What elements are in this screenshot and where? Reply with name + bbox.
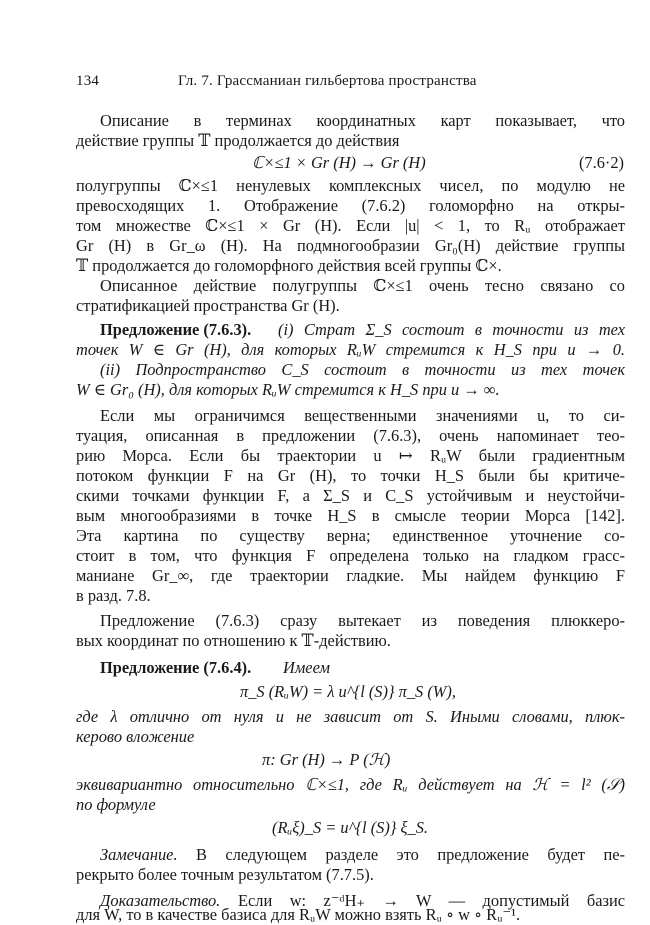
para5-line: Предложение (7.6.3) сразу вытекает из поведения плюккеро-: [100, 611, 625, 630]
para4-line: туация, описанная в предложении (7.6.3), очень напоминает тео-: [76, 426, 625, 445]
page-number: 134: [76, 73, 100, 89]
para4-line: рию Морса. Если бы траектории u ↦ RᵤW были градиентным: [76, 446, 625, 465]
remark-title: Замечание.: [100, 845, 178, 864]
para4-line: стоит в том, что функция F определена только на гладком грасс-: [76, 546, 625, 565]
proof-text: для W, то в качестве базиса для RᵤW можно взять Rᵤ ∘ w ∘ Rᵤ⁻¹.: [76, 905, 521, 924]
proposition-text: эквивариантно относительно ℂ×≤1, где Rᵤ действует на ℋ = l² (𝒮): [76, 775, 625, 794]
para2-line: том множестве ℂ×≤1 × Gr (H). Если |u| < 1, то Rᵤ отображает: [76, 216, 625, 235]
para3-line: стратификацией пространства Gr (H).: [76, 296, 340, 315]
para3-line: Описанное действие полугруппы ℂ×≤1 очень тесно связано со: [100, 276, 625, 295]
para2-line: превосходящих 1. Отображение (7.6.2) голоморфно на откры-: [76, 196, 625, 215]
para2-line: 𝕋 продолжается до голоморфного действия всей группы ℂ×.: [76, 256, 502, 275]
para1-line: Описание в терминах координатных карт показывает, что: [100, 111, 625, 130]
para4-line: Если мы ограничимся вещественными значениями u, то си-: [100, 406, 625, 425]
proposition-text: (ii) Подпространство C_S состоит в точности из тех точек: [100, 360, 625, 379]
proposition-text: W ∈ Gr₀ (H), для которых RᵤW стремится к H_S при u → ∞.: [76, 380, 500, 399]
proposition-text: по формуле: [76, 795, 156, 814]
proposition-text: (i) Страт Σ_S состоит в точности из тех: [278, 320, 625, 339]
para4-line: потоком функции F на Gr (H), то точки H_S были бы критиче-: [76, 466, 625, 485]
formula-action: (Rᵤξ)_S = u^{l (S)} ξ_S.: [272, 818, 428, 837]
para2-line: Gr (H) в Gr_ω (H). На подмногообразии Gr₀(H) действие группы: [76, 236, 625, 255]
para5-line: вых координат по отношению к 𝕋-действию.: [76, 631, 391, 650]
para2-line: полугруппы ℂ×≤1 ненулевых комплексных чисел, по модулю не: [76, 176, 625, 195]
para4-line: в разд. 7.8.: [76, 586, 151, 605]
remark-text: рекрыто более точным результатом (7.7.5).: [76, 865, 374, 884]
proposition-text: керово вложение: [76, 727, 195, 746]
proposition-text: где λ отлично от нуля и не зависит от S. Иными словами, плюк-: [76, 707, 625, 726]
para4-line: скими точками функции F, а Σ_S и C_S устойчивым и неустойчи-: [76, 486, 625, 505]
proposition-lead: Имеем: [283, 658, 330, 677]
proof-title: Доказательство.: [100, 891, 221, 910]
para4-line: Эта картина по существу верна; единственное уточнение со-: [76, 526, 625, 545]
para4-line: вым многообразиями в точке H_S в смысле теории Морса [142].: [76, 506, 625, 525]
formula-plucker-coordinates: π_S (RᵤW) = λ u^{l (S)} π_S (W),: [240, 682, 456, 701]
proposition-text: точек W ∈ Gr (H), для которых RᵤW стремится к H_S при u → 0.: [76, 340, 625, 359]
para1-line: действие группы 𝕋 продолжается до действия: [76, 131, 400, 150]
remark-text: В следующем разделе это предложение будет пе-: [196, 845, 625, 864]
para4-line: маниане Gr_∞, где траектории гладкие. Мы найдем функцию F: [76, 566, 625, 585]
equation-7-6-2: ℂ×≤1 × Gr (H) → Gr (H): [252, 153, 426, 172]
proposition-title: Предложение (7.6.4).: [100, 658, 252, 677]
proposition-title: Предложение (7.6.3).: [100, 320, 252, 339]
running-title: Гл. 7. Грассманиан гильбертова пространства: [178, 73, 477, 89]
proof-text: Если w: z⁻ᵈH₊ → W — допустимый базис: [238, 891, 625, 910]
equation-label: (7.6·2): [578, 153, 624, 172]
formula-plucker-embedding: π: Gr (H) → P (ℋ): [262, 750, 391, 769]
